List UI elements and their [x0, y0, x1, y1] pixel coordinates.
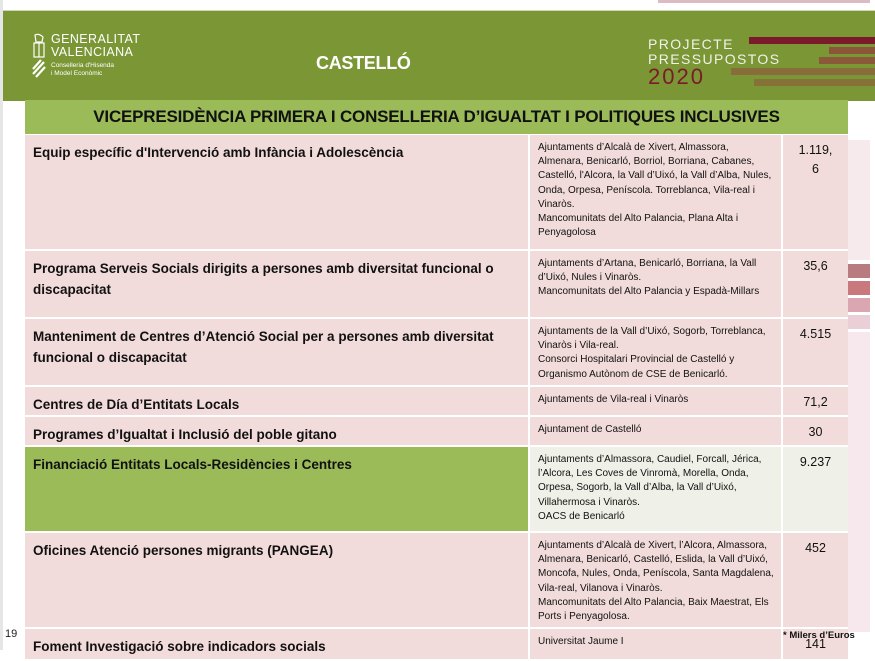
entity-line: Ajuntaments d’Artana, Benicarló, Borriana, la Vall d’Uixó, Nules i Vinaròs. [538, 258, 757, 284]
project-line1: PROJECTE [648, 36, 734, 52]
entity-line: Ajuntaments de la Vall d’Uixó, Sogorb, Torreblanca, Vinaròs i Vila-real. [538, 326, 766, 352]
program-name: Foment Investigació sobre indicadors socials [25, 629, 530, 659]
beneficiary-entities [530, 417, 783, 445]
amount: 141 [805, 637, 826, 651]
top-decor-strip [658, 0, 870, 3]
beneficiary-entities [530, 387, 783, 415]
coat-of-arms-icon [31, 33, 47, 79]
table-row [25, 533, 848, 629]
side-decor-block [848, 315, 870, 329]
table-row [25, 447, 848, 533]
logo-sub-line2: i Model Econòmic [51, 70, 103, 77]
entity-line: Ajuntaments de Vila-real i Vinaròs [538, 394, 689, 405]
logo-title-line2: VALENCIANA [51, 45, 134, 59]
amount: 452 [805, 541, 826, 555]
program-name: Equip específic d'Intervenció amb Infància i Adolescència [25, 135, 530, 249]
side-decor-block [848, 264, 870, 278]
entity-line: Ajuntaments d’Almassora, Caudiel, Forcall, Jérica, l’Alcora, Les Coves de Vinromà, Morella, Onda, Orpesa, Sogorb, la Vall d’Alba, la Vall d’Uixó, Villahermosa i Vinaròs. [538, 454, 762, 508]
amount: 30 [808, 425, 823, 439]
beneficiary-entities [530, 319, 783, 385]
side-decor-block [848, 298, 870, 312]
beneficiary-entities [530, 629, 783, 659]
city-title: CASTELLÓ [316, 53, 411, 73]
program-name: Programa Serveis Socials dirigits a persones amb diversitat funcional o discapacitat [25, 251, 530, 317]
project-year: 2020 [648, 64, 705, 89]
side-decor-block [848, 140, 870, 260]
table-row [25, 251, 848, 319]
table-row [25, 417, 848, 447]
table-row [25, 319, 848, 387]
program-name: Financiació Entitats Locals-Residències i Centres [25, 447, 530, 531]
decor-bar [819, 57, 875, 64]
entity-line: Ajuntaments d’Alcalà de Xivert, Almassora, Almenara, Benicarló, Borriol, Borriana, Cabanes, Castelló, l'Alcora, la Vall d’Uixó, la Vall d’Alba, Nules, Onda, Orpesa, Peníscola. Torreblanca, Vila-real i Vinaròs. [538, 142, 772, 210]
amount: 35,6 [803, 259, 828, 273]
page-number: 19 [5, 628, 18, 640]
budget-table [25, 100, 848, 661]
amount: 4.515 [799, 327, 832, 341]
entity-line: Ajuntaments d’Alcalà de Xivert, l’Alcora, Almassora, Almenara, Benicarló, Castelló, Eslida, la Vall d’Uixó, Moncofa, Nules, Onda, Peníscola, Santa Magdalena, Vila-real, Vilanova i Vinaròs. [538, 540, 774, 594]
entity-line: Consorci Hospitalari Provincial de Castelló y Organismo Autònom de CSE de Benicarló. [538, 354, 735, 380]
logo-title-line1: GENERALITAT [51, 32, 141, 46]
side-decor-block [848, 281, 870, 295]
entity-line: Mancomunitats del Alto Palancia y Espadà-Millars [538, 286, 760, 298]
entity-line: Mancomunitats del Alto Palancia, Plana Alta i Penyagolosa [538, 213, 739, 239]
amount: 9.237 [783, 447, 848, 531]
table-row [25, 135, 848, 251]
program-name: Programes d’Igualtat i Inclusió del poble gitano [25, 417, 530, 445]
beneficiary-entities [530, 251, 783, 317]
table-title: VICEPRESIDÈNCIA PRIMERA I CONSELLERIA D’IGUALTAT I POLITIQUES INCLUSIVES [25, 100, 848, 135]
program-name: Manteniment de Centres d’Atenció Social per a persones amb diversitat funcional o discapacitat [25, 319, 530, 385]
generalitat-logo [31, 33, 140, 79]
entity-line: Ajuntament de Castelló [538, 424, 642, 435]
beneficiary-entities [530, 447, 783, 531]
decor-bar [829, 47, 875, 54]
beneficiary-entities [530, 135, 783, 249]
entity-line: OACS de Benicarló [538, 510, 625, 522]
header-banner [3, 10, 875, 101]
table-row [25, 629, 848, 661]
program-name: Oficines Atenció persones migrants (PANGEA) [25, 533, 530, 627]
amount: 1.119, 6 [798, 143, 833, 176]
program-name: Centres de Día d’Entitats Locals [25, 387, 530, 415]
table-row [25, 387, 848, 417]
entity-line: Universitat Jaume I [538, 636, 624, 647]
footnote-units: * Milers d’Euros [783, 630, 855, 641]
side-decor-block [848, 332, 870, 632]
project-line2: PRESSUPOSTOS [648, 51, 781, 67]
entity-line: Mancomunitats del Alto Palancia, Baix Maestrat, Els Ports i Penyagolosa. [538, 596, 769, 623]
logo-sub-line1: Conselleria d'Hisenda [51, 62, 115, 69]
amount: 71,2 [803, 395, 828, 409]
project-budget-logo [648, 37, 780, 87]
beneficiary-entities [530, 533, 783, 627]
